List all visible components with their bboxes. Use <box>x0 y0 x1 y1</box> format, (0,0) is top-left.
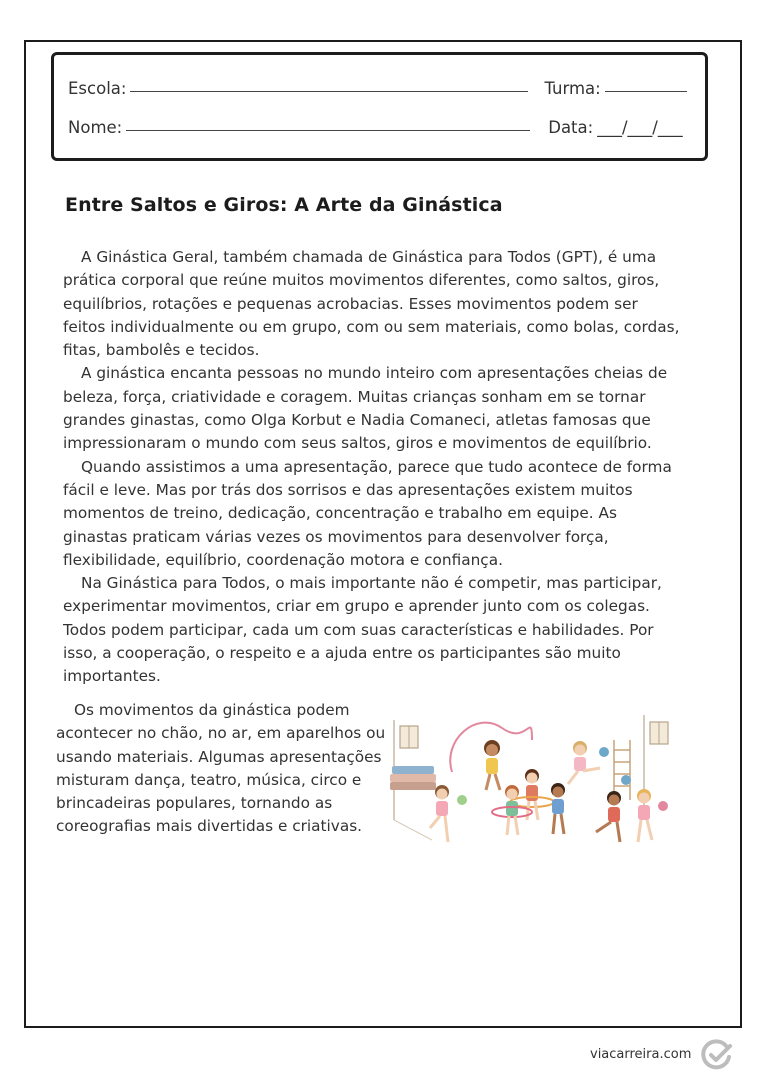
school-field-line[interactable] <box>130 90 528 92</box>
date-label: Data: <box>548 118 594 137</box>
name-label: Nome: <box>68 118 123 137</box>
gymnastics-children-illustration <box>382 700 682 860</box>
paragraph-2: A ginástica encanta pessoas no mundo inteiro com apresentações cheias de beleza, força, criatividade e coragem. Muitas crianças sonham em se tornar grandes ginastas, como Olga Korbut e Nadia Comaneci, atletas famosas que impressionaram o mundo com seus saltos, giros e movimentos de equilíbrio. <box>63 364 668 453</box>
footer-site-url[interactable]: viacarreira.com <box>590 1047 692 1062</box>
class-field-line[interactable] <box>605 90 687 92</box>
paragraph-4: Na Ginástica para Todos, o mais importante não é competir, mas participar, experimentar movimentos, criar em grupo e aprender junto com os colegas. Todos podem participar, cada um com suas características e habilidades. Por isso, a cooperação, o respeito e a ajuda entre os participantes são muito importantes. <box>63 574 662 686</box>
paragraph-3: Quando assistimos a uma apresentação, parece que tudo acontece de forma fácil e leve. Mas por trás dos sorrisos e das apresentações existem muitos momentos de treino, dedicação, concentração e trabalho em equipe. As ginastas praticam várias vezes os movimentos para desenvolver força, flexibilidade, equilíbrio, coordenação motora e confiança. <box>63 457 672 569</box>
side-paragraph: Os movimentos da ginástica podem acontecer no chão, no ar, em aparelhos ou usando materiais. Algumas apresentações misturam dança, teatro, música, circo e brincadeiras populares, tornando as coreografias mais divertidas e criativas. <box>56 701 386 836</box>
main-text <box>63 246 683 689</box>
name-field-line[interactable] <box>126 129 530 131</box>
checkmark-circle-logo-icon <box>700 1038 734 1072</box>
paragraph-1: A Ginástica Geral, também chamada de Ginástica para Todos (GPT), é uma prática corporal que reúne muitos movimentos diferentes, como saltos, giros, equilíbrios, rotações e pequenas acrobacias. Esses movimentos podem ser feitos individualmente ou em grupo, com ou sem materiais, como bolas, cordas, fitas, bambolês e tecidos. <box>63 248 680 360</box>
school-label: Escola: <box>68 79 127 98</box>
header-row-school <box>68 79 687 98</box>
page-title: Entre Saltos e Giros: A Arte da Ginástica <box>65 194 503 216</box>
header-row-name <box>68 118 683 137</box>
date-field[interactable]: ___/___/___ <box>597 118 683 137</box>
student-info-box <box>51 52 708 161</box>
class-label: Turma: <box>544 79 601 98</box>
